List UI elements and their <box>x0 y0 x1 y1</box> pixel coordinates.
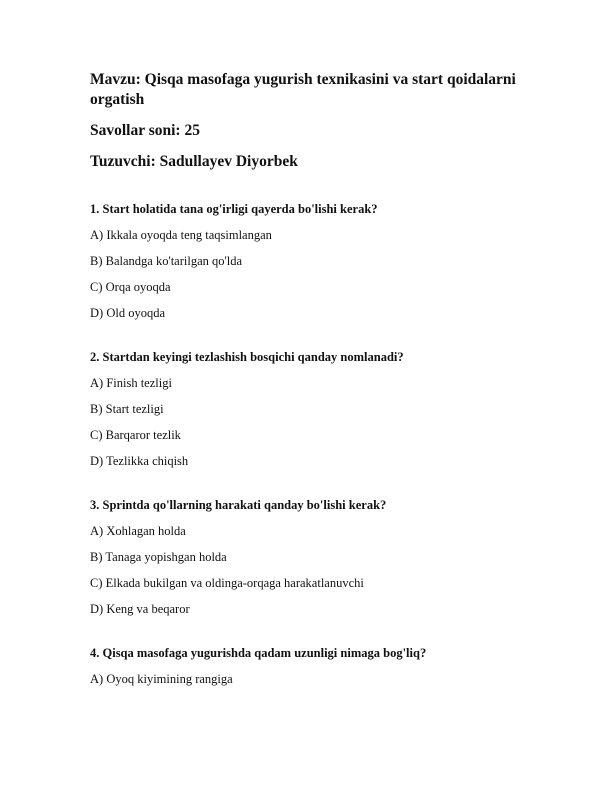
answer-option: A) Finish tezligi <box>90 376 172 390</box>
question-text: 1. Start holatida tana og'irligi qayerda bo'lishi kerak? <box>90 202 378 216</box>
answer-option: C) Barqaror tezlik <box>90 428 181 442</box>
answer-option: D) Keng va beqaror <box>90 602 190 616</box>
author-line: Tuzuvchi: Sadullayev Diyorbek <box>90 153 298 170</box>
question-1 <box>90 201 530 321</box>
answer-option: A) Oyoq kiyimining rangiga <box>90 672 233 686</box>
answer-option: A) Xohlagan holda <box>90 524 186 538</box>
answer-option: B) Tanaga yopishgan holda <box>90 550 227 564</box>
answer-option: B) Start tezligi <box>90 402 164 416</box>
answer-option: D) Old oyoqda <box>90 306 165 320</box>
question-4 <box>90 645 530 687</box>
question-text: 3. Sprintda qo'llarning harakati qanday bo'lishi kerak? <box>90 498 387 512</box>
document-topic: Mavzu: Qisqa masofaga yugurish texnikasini va start qoidalarni orgatish <box>90 71 516 108</box>
document-page <box>90 70 530 715</box>
answer-option: D) Tezlikka chiqish <box>90 454 189 468</box>
question-2 <box>90 349 530 469</box>
answer-option: A) Ikkala oyoqda teng taqsimlangan <box>90 228 272 242</box>
question-count: Savollar soni: 25 <box>90 122 200 139</box>
question-text: 4. Qisqa masofaga yugurishda qadam uzunligi nimaga bog'liq? <box>90 646 427 660</box>
answer-option: C) Elkada bukilgan va oldinga-orqaga harakatlanuvchi <box>90 576 364 590</box>
answer-option: B) Balandga ko'tarilgan qo'lda <box>90 254 243 268</box>
answer-option: C) Orqa oyoqda <box>90 280 171 294</box>
question-text: 2. Startdan keyingi tezlashish bosqichi qanday nomlanadi? <box>90 350 404 364</box>
question-3 <box>90 497 530 617</box>
